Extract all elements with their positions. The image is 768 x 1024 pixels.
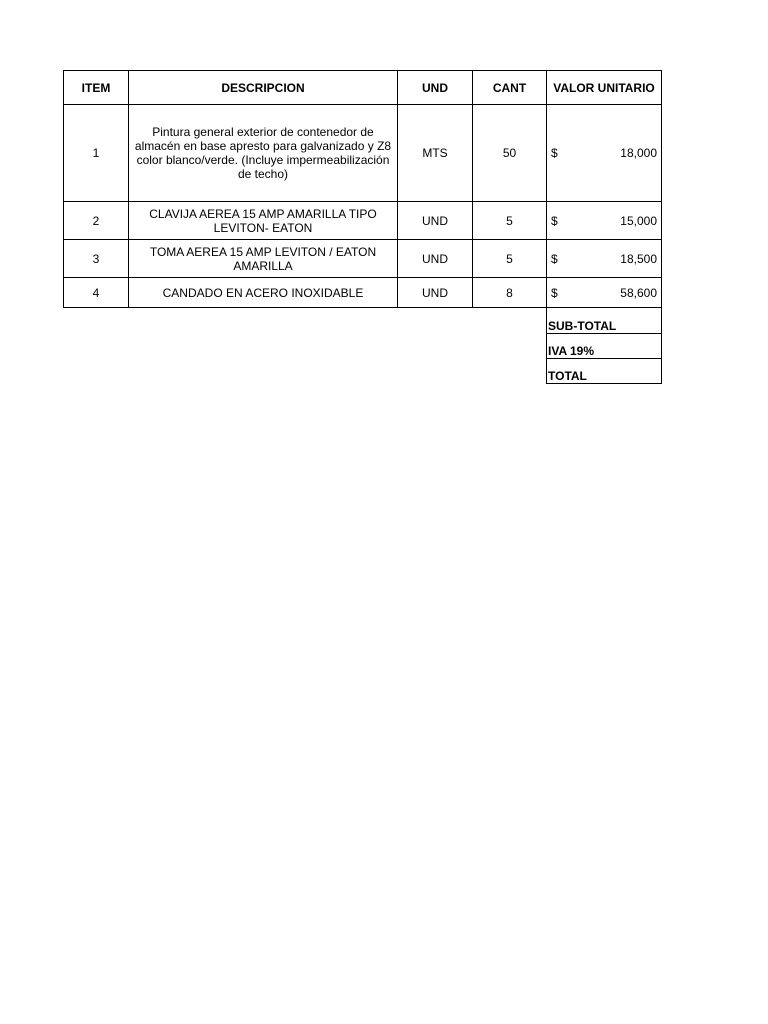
table-row: [64, 105, 662, 202]
total-row: [64, 359, 662, 384]
table-row: [64, 278, 662, 308]
cell-valor-unitario: [547, 278, 662, 308]
header-descripcion: DESCRIPCION: [129, 71, 398, 105]
cell-cant: 50: [473, 105, 547, 202]
subtotal-label: SUB-TOTAL: [547, 308, 662, 334]
iva-label: IVA 19%: [547, 334, 662, 359]
cell-descripcion: CLAVIJA AEREA 15 AMP AMARILLA TIPO LEVITON- EATON: [129, 202, 398, 240]
currency-symbol: $: [551, 146, 558, 160]
quotation-table: [63, 70, 662, 384]
cell-descripcion: CANDADO EN ACERO INOXIDABLE: [129, 278, 398, 308]
cell-valor-unitario: [547, 105, 662, 202]
cell-descripcion: TOMA AEREA 15 AMP LEVITON / EATON AMARILLA: [129, 240, 398, 278]
table-row: [64, 240, 662, 278]
table-row: [64, 202, 662, 240]
currency-symbol: $: [551, 285, 558, 300]
header-cant: CANT: [473, 71, 547, 105]
header-valor-unitario: VALOR UNITARIO: [547, 71, 662, 105]
iva-row: [64, 334, 662, 359]
cell-item: 2: [64, 202, 129, 240]
cell-valor-unitario: [547, 240, 662, 278]
cell-und: MTS: [398, 105, 473, 202]
cell-item: 4: [64, 278, 129, 308]
header-und: UND: [398, 71, 473, 105]
cell-item: 1: [64, 105, 129, 202]
unit-value: 15,000: [620, 213, 657, 228]
unit-value: 18,500: [620, 251, 657, 266]
cell-descripcion: Pintura general exterior de contenedor de almacén en base apresto para galvanizado y Z8 color blanco/verde. (Incluye impermeabilización de techo): [129, 105, 398, 202]
currency-symbol: $: [551, 213, 558, 228]
cell-cant: 5: [473, 240, 547, 278]
cell-valor-unitario: [547, 202, 662, 240]
header-row: [64, 71, 662, 105]
total-label: TOTAL: [547, 359, 662, 384]
cell-cant: 8: [473, 278, 547, 308]
header-item: ITEM: [64, 71, 129, 105]
currency-symbol: $: [551, 251, 558, 266]
cell-cant: 5: [473, 202, 547, 240]
cell-und: UND: [398, 202, 473, 240]
unit-value: 58,600: [620, 285, 657, 300]
cell-und: UND: [398, 240, 473, 278]
cell-und: UND: [398, 278, 473, 308]
subtotal-row: [64, 308, 662, 334]
cell-item: 3: [64, 240, 129, 278]
unit-value: 18,000: [620, 146, 657, 160]
